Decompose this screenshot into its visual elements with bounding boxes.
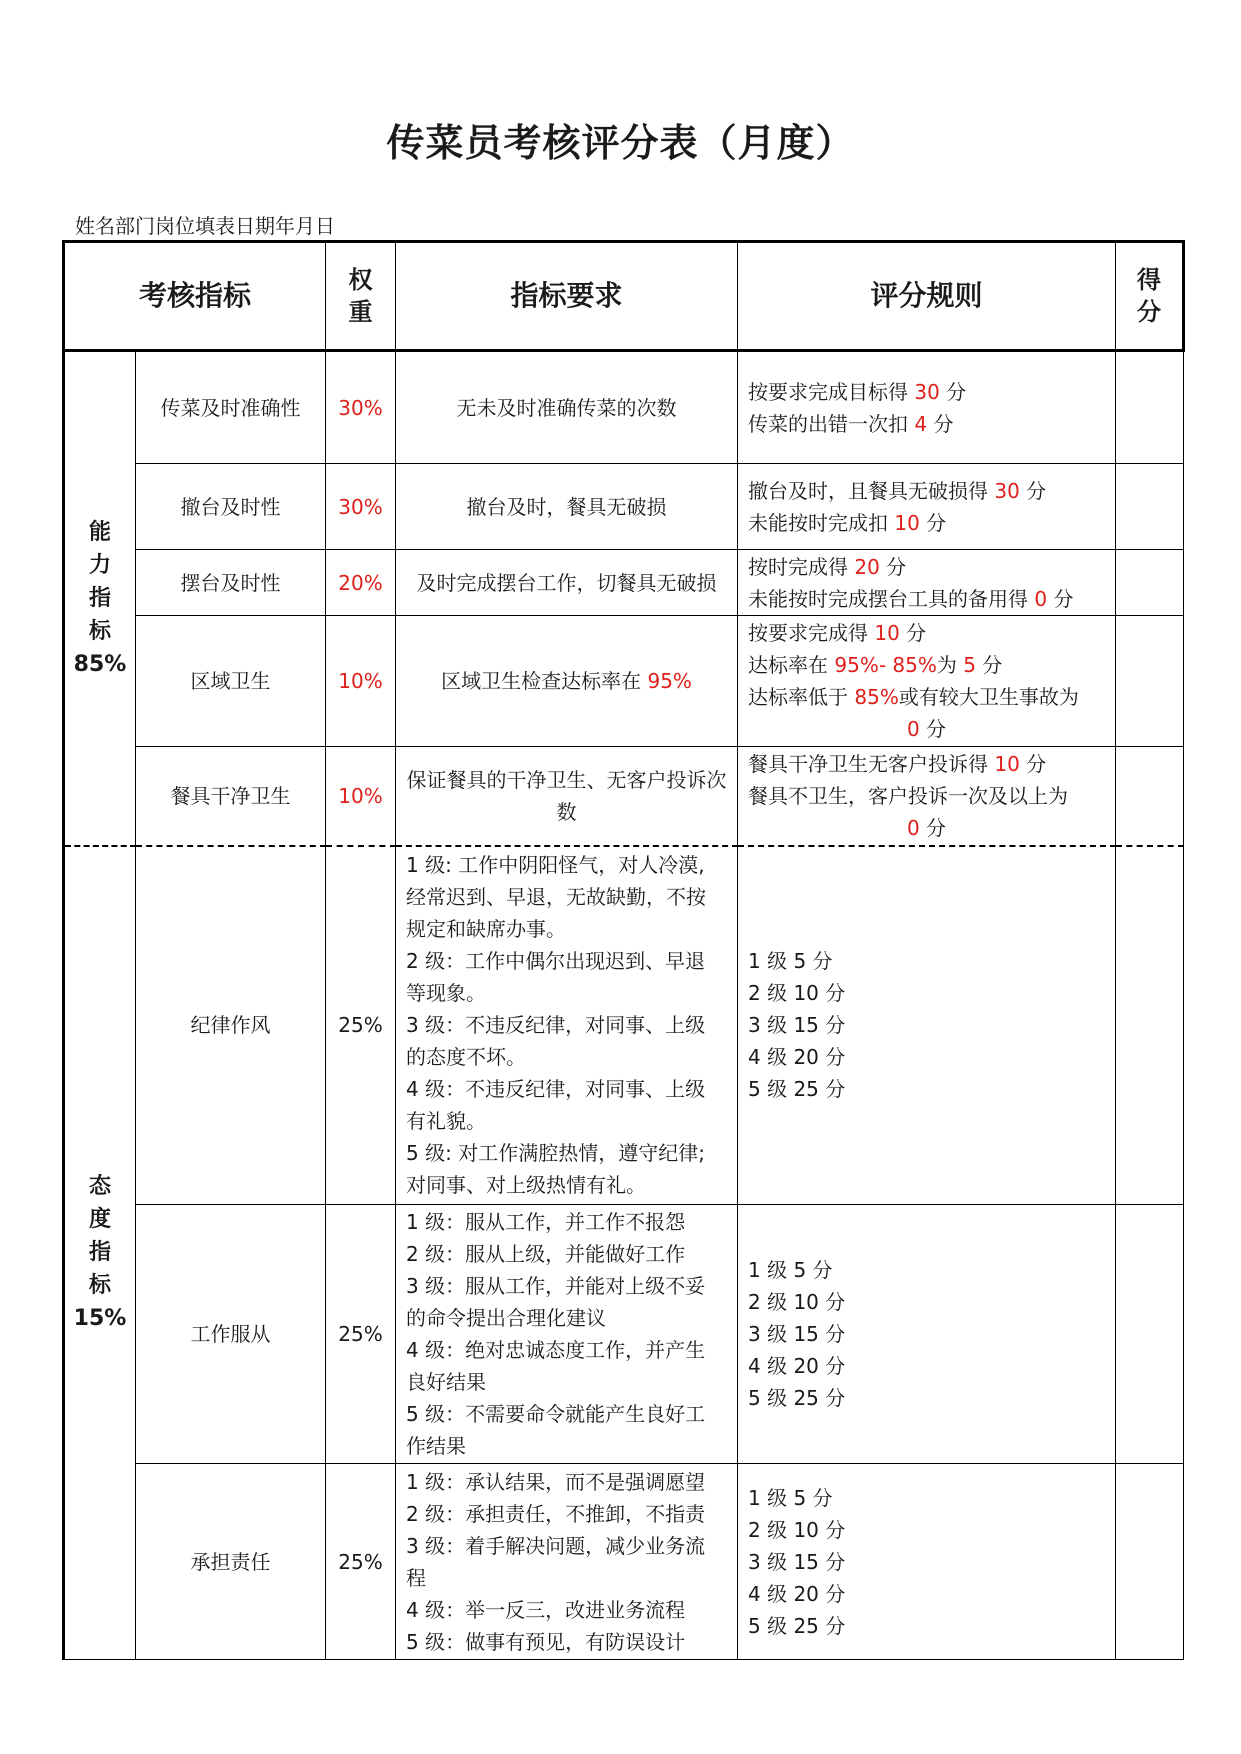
indicator-name: 摆台及时性 [136, 550, 326, 616]
rule-text: 撤台及时，且餐具无破损得 [748, 478, 995, 503]
indicator-name: 区域卫生 [136, 616, 326, 747]
requirement-line: 4 级：不违反纪律，对同事、上级 [406, 1077, 706, 1102]
requirement-line: 1 级: 工作中阴阳怪气，对人冷漠, [406, 853, 705, 878]
header-weight-char-1: 权 [348, 266, 373, 294]
scoring-rule [738, 351, 1116, 464]
indicator-name: 撤台及时性 [136, 464, 326, 550]
score-cell[interactable] [1116, 747, 1184, 846]
rule-text: 传菜的出错一次扣 [748, 411, 915, 436]
rule-text: 分 [1019, 478, 1047, 503]
requirement-line: 2 级：承担责任，不推卸，不指责 [406, 1501, 706, 1526]
rule-value: 10 [994, 751, 1020, 776]
requirement-line: 规定和缺席办事。 [406, 917, 567, 942]
table-row [64, 351, 1184, 464]
rule-text: 达标率低于 [748, 685, 855, 709]
rule-value: 95%- 85% [834, 653, 937, 677]
score-cell[interactable] [1116, 1464, 1184, 1660]
requirement-line: 的命令提出合理化建议 [406, 1306, 607, 1330]
table-row [64, 550, 1184, 616]
rule-value: 0 [1034, 586, 1048, 611]
requirement-line: 3 级：服从工作，并能对上级不妥 [406, 1274, 706, 1298]
rule-value: 20 [854, 554, 880, 579]
requirement-line: 经常迟到、早退，无故缺勤，不按 [406, 885, 707, 910]
scoring-rule [738, 464, 1116, 550]
requirement-line: 等现象。 [406, 981, 487, 1006]
rule-line: 3 级 15 分 [748, 1013, 846, 1038]
rule-line: 4 级 20 分 [748, 1354, 846, 1378]
rule-text: 分 [919, 815, 947, 840]
requirement-line: 1 级：承认结果，而不是强调愿望 [406, 1469, 706, 1494]
indicator-weight: 30% [326, 464, 396, 550]
indicator-weight: 10% [326, 747, 396, 846]
requirement-line: 作结果 [406, 1434, 467, 1458]
indicator-name: 承担责任 [136, 1464, 326, 1660]
rule-text: 未能按时完成摆台工具的备用得 [748, 586, 1035, 611]
rule-text: 分 [975, 653, 1003, 677]
requirement-line: 3 级：着手解决问题，减少业务流 [406, 1533, 706, 1558]
score-cell[interactable] [1116, 351, 1184, 464]
rule-line: 1 级 5 分 [748, 949, 833, 974]
header-info-line: 姓名部门岗位填表日期年月日 [75, 214, 335, 238]
group-attitude [64, 846, 136, 1660]
indicator-weight: 25% [326, 1205, 396, 1464]
indicator-weight: 20% [326, 550, 396, 616]
rule-text: 分 [1047, 586, 1074, 611]
rule-line: 2 级 10 分 [748, 1290, 846, 1314]
indicator-requirement [396, 1205, 738, 1464]
table-row [64, 747, 1184, 846]
group-char: 85% [73, 651, 127, 677]
rule-text: 未能按时完成扣 [748, 510, 895, 535]
header-rule: 评分规则 [738, 242, 1116, 351]
evaluation-table [62, 240, 1185, 1660]
rule-line: 1 级 5 分 [748, 1485, 833, 1510]
rule-value: 10 [894, 510, 920, 535]
rule-text: 分 [939, 379, 967, 404]
indicator-requirement [396, 846, 738, 1205]
rule-line: 3 级 15 分 [748, 1549, 846, 1574]
scoring-rule [738, 1464, 1116, 1660]
indicator-requirement [396, 616, 738, 747]
requirement-line: 的态度不坏。 [406, 1045, 527, 1070]
rule-line: 4 级 20 分 [748, 1581, 846, 1606]
rule-line: 2 级 10 分 [748, 1517, 846, 1542]
requirement-line: 良好结果 [406, 1370, 487, 1394]
requirement-line: 2 级：服从上级，并能做好工作 [406, 1242, 686, 1266]
rule-value: 0 [906, 717, 920, 741]
requirement-line: 1 级：服从工作，并工作不报怨 [406, 1210, 686, 1234]
requirement-line: 3 级：不违反纪律，对同事、上级 [406, 1013, 706, 1038]
score-cell[interactable] [1116, 846, 1184, 1205]
rule-line: 5 级 25 分 [748, 1077, 846, 1102]
rule-line: 1 级 5 分 [748, 1258, 833, 1282]
indicator-weight: 25% [326, 1464, 396, 1660]
group-char: 能 [88, 519, 111, 545]
rule-line: 4 级 20 分 [748, 1045, 846, 1070]
table-row [64, 846, 1184, 1205]
score-cell[interactable] [1116, 464, 1184, 550]
requirement-line: 2 级：工作中偶尔出现迟到、早退 [406, 949, 706, 974]
rule-value: 5 [963, 653, 976, 677]
rule-text: 分 [919, 717, 947, 741]
header-requirement: 指标要求 [396, 242, 738, 351]
table-header-row [64, 242, 1184, 351]
rule-text: 或有较大卫生事故为 [898, 685, 1079, 709]
rule-text: 按要求完成得 [748, 621, 875, 645]
table-row [64, 1205, 1184, 1464]
header-indicator: 考核指标 [64, 242, 326, 351]
requirement-line: 程 [406, 1565, 427, 1590]
rule-line: 5 级 25 分 [748, 1386, 846, 1410]
requirement-line: 5 级: 对工作满腔热情，遵守纪律; [406, 1141, 705, 1166]
rule-text: 为 [936, 653, 964, 677]
rule-value: 10 [874, 621, 900, 645]
rule-value: 4 [914, 411, 928, 436]
requirement-line: 4 级：举一反三，改进业务流程 [406, 1597, 686, 1622]
indicator-requirement: 无未及时准确传菜的次数 [396, 351, 738, 464]
rule-text: 分 [919, 510, 947, 535]
rule-text: 分 [927, 411, 954, 436]
indicator-requirement: 及时完成摆台工作，切餐具无破损 [396, 550, 738, 616]
indicator-requirement: 撤台及时，餐具无破损 [396, 464, 738, 550]
scoring-rule [738, 747, 1116, 846]
requirement-line: 对同事、对上级热情有礼。 [406, 1173, 647, 1198]
group-char: 态 [88, 1174, 111, 1200]
requirement-line: 有礼貌。 [406, 1109, 487, 1134]
scoring-rule [738, 846, 1116, 1205]
rule-text: 分 [899, 621, 927, 645]
indicator-name: 纪律作风 [136, 846, 326, 1205]
table-row [64, 464, 1184, 550]
group-char: 标 [88, 618, 111, 644]
requirement-line: 4 级：绝对忠诚态度工作，并产生 [406, 1338, 706, 1362]
indicator-name: 工作服从 [136, 1205, 326, 1464]
scoring-rule [738, 1205, 1116, 1464]
header-weight-char-2: 重 [348, 298, 373, 326]
scoring-rule [738, 616, 1116, 747]
rule-text: 达标率在 [748, 653, 835, 677]
rule-line: 5 级 25 分 [748, 1613, 846, 1638]
score-cell[interactable] [1116, 550, 1184, 616]
indicator-requirement [396, 1464, 738, 1660]
group-char: 指 [88, 1240, 111, 1266]
group-char: 15% [73, 1306, 127, 1332]
indicator-weight: 25% [326, 846, 396, 1205]
rule-text: 按时完成得 [748, 554, 855, 579]
requirement-line: 5 级：不需要命令就能产生良好工 [406, 1402, 706, 1426]
scoring-rule [738, 550, 1116, 616]
group-char: 力 [88, 552, 111, 578]
group-ability [64, 351, 136, 846]
requirement-line: 5 级：做事有预见，有防误设计 [406, 1629, 686, 1654]
score-cell[interactable] [1116, 616, 1184, 747]
group-char: 指 [88, 585, 111, 611]
indicator-requirement: 保证餐具的干净卫生、无客户投诉次数 [396, 747, 738, 846]
header-score-char-1: 得 [1137, 266, 1162, 294]
requirement-value: 95% [647, 669, 692, 693]
rule-text: 餐具不卫生，客户投诉一次及以上为 [748, 783, 1069, 808]
table-row [64, 1464, 1184, 1660]
rule-text: 餐具干净卫生无客户投诉得 [748, 751, 995, 776]
score-cell[interactable] [1116, 1205, 1184, 1464]
indicator-name: 餐具干净卫生 [136, 747, 326, 846]
rule-value: 30 [914, 379, 940, 404]
rule-text: 分 [879, 554, 907, 579]
header-score-char-2: 分 [1137, 298, 1162, 326]
rule-text: 分 [1019, 751, 1047, 776]
rule-line: 3 级 15 分 [748, 1322, 846, 1346]
rule-value: 30 [994, 478, 1020, 503]
group-char: 度 [88, 1207, 111, 1233]
rule-line: 2 级 10 分 [748, 981, 846, 1006]
rule-value: 85% [854, 685, 899, 709]
rule-text: 按要求完成目标得 [748, 379, 915, 404]
header-score [1116, 242, 1184, 351]
group-char: 标 [88, 1273, 111, 1299]
requirement-text: 区域卫生检查达标率在 [441, 669, 648, 693]
indicator-weight: 30% [326, 351, 396, 464]
indicator-weight: 10% [326, 616, 396, 747]
page-title: 传菜员考核评分表（月度） [386, 120, 855, 165]
indicator-name: 传菜及时准确性 [136, 351, 326, 464]
rule-value: 0 [906, 815, 920, 840]
table-row [64, 616, 1184, 747]
header-weight [326, 242, 396, 351]
